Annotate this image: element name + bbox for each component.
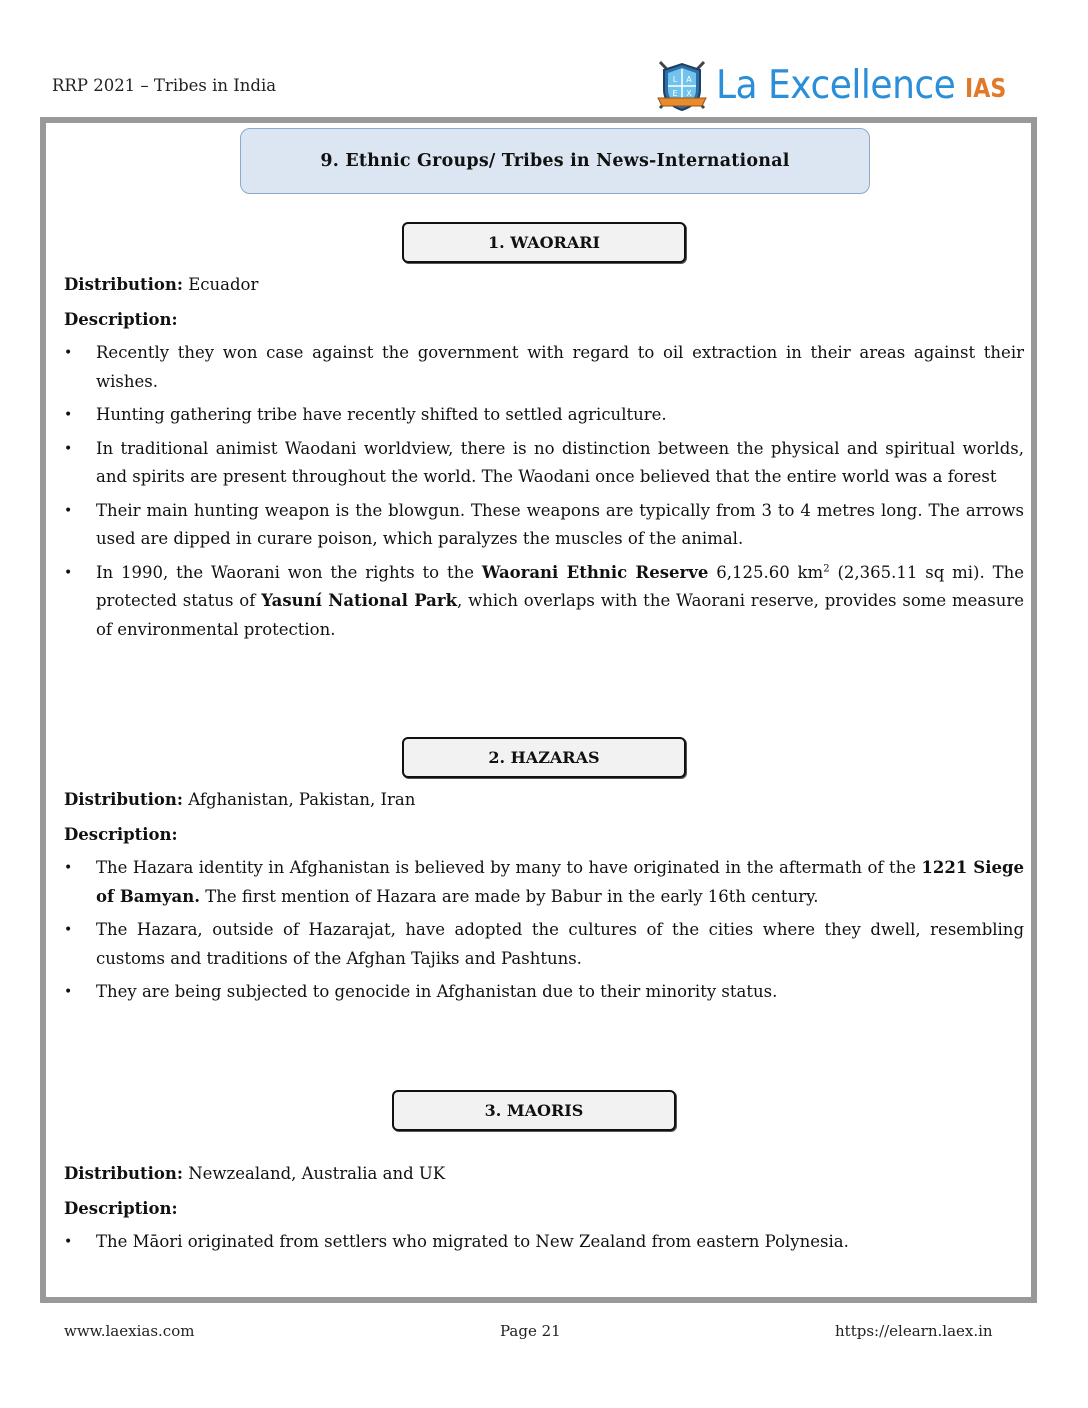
bullet-item <box>64 435 1024 492</box>
emphasized-term: 1221 Siege of Bamyan. <box>96 858 1025 906</box>
superscript: 2 <box>823 563 830 574</box>
bullet-item <box>64 854 1024 911</box>
text-run: In 1990, the Waorani won the rights to the <box>96 562 482 582</box>
text-run: Their main hunting weapon is the blowgun. These weapons are typically from 3 to 4 metres long. The arrows used are dipped in curare poison, which paralyzes the muscles of the animal. <box>96 500 1024 548</box>
bullet-item <box>64 1228 1024 1257</box>
footer-elearn-link[interactable]: https://elearn.laex.in <box>835 1322 993 1340</box>
bullet-item <box>64 339 1024 396</box>
emphasized-term: Waorani Ethnic Reserve <box>481 562 709 582</box>
text-run: Hunting gathering tribe have recently shifted to settled agriculture. <box>96 405 667 424</box>
description-label: Description: <box>64 824 178 844</box>
text-run: 6,125.60 km <box>708 562 824 582</box>
section-heading-box <box>392 1090 676 1131</box>
bullet-item <box>64 401 1024 430</box>
text-run: They are being subjected to genocide in Afghanistan due to their minority status. <box>96 982 778 1001</box>
section-heading: 1. WAORARI <box>487 233 601 252</box>
footer-page-number: Page 21 <box>500 1322 561 1340</box>
chapter-title-banner <box>240 128 870 194</box>
text-run: , which overlaps with the Waorani reserve, provides some measure of environmental protection. <box>96 591 1024 639</box>
emphasized-term: Yasuní National Park <box>261 591 457 610</box>
brand-name: La Excellence <box>716 63 956 108</box>
description-label: Description: <box>64 309 178 329</box>
chapter-title: 9. Ethnic Groups/ Tribes in News-International <box>320 151 790 171</box>
text-run: (2,365.11 sq mi). The protected status of <box>96 562 1024 610</box>
brand-logo <box>654 58 1014 114</box>
description-line <box>64 1195 1024 1224</box>
distribution-line <box>64 786 1024 815</box>
text-run: The Hazara, outside of Hazarajat, have adopted the cultures of the cities where they dwell, resembling customs and traditions of the Afghan Tajiks and Pashtuns. <box>96 920 1024 968</box>
description-line <box>64 821 1024 850</box>
text-run: The first mention of Hazara are made by Babur in the early 16th century. <box>199 886 819 906</box>
description-label: Description: <box>64 1198 178 1218</box>
section-heading-box <box>402 222 686 263</box>
text-run: The Māori originated from settlers who migrated to New Zealand from eastern Polynesia. <box>96 1232 849 1251</box>
bullet-list <box>64 1228 1024 1257</box>
section-body <box>64 1160 1024 1257</box>
section-body <box>64 786 1024 1007</box>
description-line <box>64 306 1024 335</box>
shield-letter: L <box>672 75 678 84</box>
text-run: The Hazara identity in Afghanistan is believed by many to have originated in the aftermath of the <box>96 858 922 877</box>
section-heading-box <box>402 737 686 778</box>
footer-website-link[interactable]: www.laexias.com <box>64 1322 195 1340</box>
shield-letter: A <box>686 75 692 84</box>
bullet-list <box>64 854 1024 1007</box>
section-body <box>64 271 1024 644</box>
document-header-title: RRP 2021 – Tribes in India <box>52 76 277 95</box>
text-run: Recently they won case against the government with regard to oil extraction in their areas against their wishes. <box>96 343 1024 391</box>
brand-suffix: IAS <box>965 74 1007 104</box>
distribution-label: Distribution: <box>64 1164 183 1183</box>
distribution-value: Newzealand, Australia and UK <box>182 1164 446 1183</box>
bullet-item <box>64 978 1024 1007</box>
section-heading: 3. MAORIS <box>484 1101 584 1120</box>
distribution-value: Ecuador <box>182 275 259 294</box>
text-run: In traditional animist Waodani worldview, there is no distinction between the physical and spiritual worlds, and spirits are present throughout the world. The Waodani once believed that the entire world was a forest <box>96 438 1024 486</box>
section-heading: 2. HAZARAS <box>488 748 600 767</box>
bullet-item <box>64 497 1024 554</box>
bullet-list <box>64 339 1024 644</box>
bullet-item <box>64 916 1024 973</box>
shield-letter: E <box>672 89 678 98</box>
distribution-line <box>64 271 1024 300</box>
bullet-item <box>64 559 1024 645</box>
shield-logo-icon <box>654 58 710 114</box>
distribution-value: Afghanistan, Pakistan, Iran <box>182 790 416 809</box>
shield-letter: X <box>686 89 692 98</box>
distribution-label: Distribution: <box>64 275 183 294</box>
distribution-line <box>64 1160 1024 1189</box>
distribution-label: Distribution: <box>64 790 183 809</box>
